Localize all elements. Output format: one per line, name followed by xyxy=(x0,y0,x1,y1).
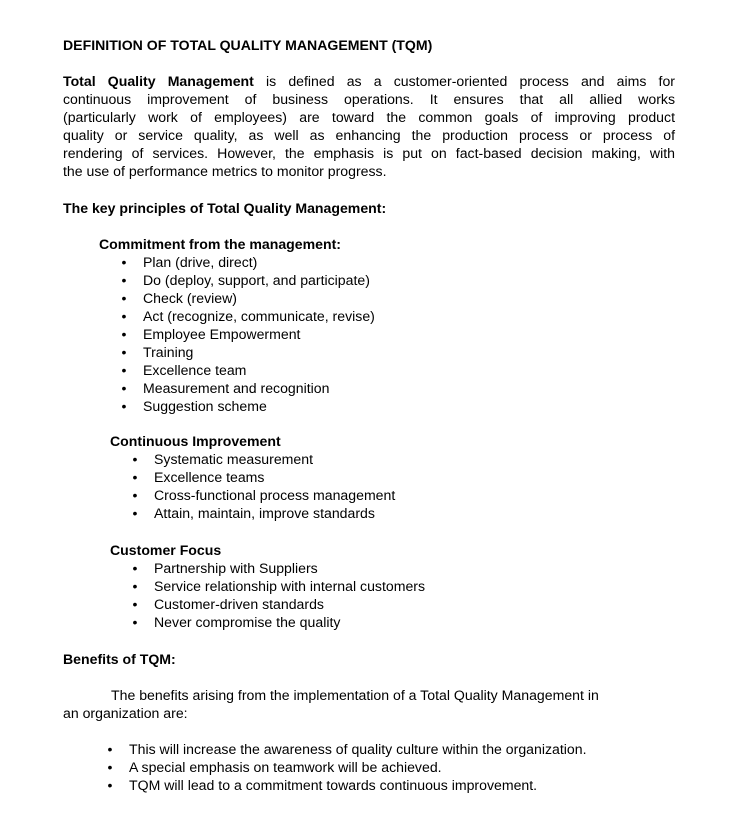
list-item-text: Customer-driven standards xyxy=(154,596,324,612)
list-item xyxy=(119,253,375,271)
list-item xyxy=(119,271,375,289)
benefits-heading: Benefits of TQM: xyxy=(63,651,176,667)
list-item-text: Excellence team xyxy=(143,362,247,378)
principle-title: Continuous Improvement xyxy=(110,433,281,449)
bullet-icon: • xyxy=(132,596,138,612)
principle-management-commitment xyxy=(99,235,375,415)
list-item-text: Attain, maintain, improve standards xyxy=(154,505,375,521)
bullet-icon: • xyxy=(121,380,127,396)
definition-line-4: quality or service quality, as well as enhancing the production process or process of xyxy=(63,127,675,143)
benefits-intro-line-2: an organization are: xyxy=(63,705,188,721)
list-item xyxy=(119,289,375,307)
benefits-list-section xyxy=(105,740,587,794)
list-item-text: Never compromise the quality xyxy=(154,614,341,630)
list-item-text: Systematic measurement xyxy=(154,451,314,467)
benefits-intro xyxy=(63,686,675,722)
bullet-icon: • xyxy=(132,578,138,594)
list-item xyxy=(130,450,395,468)
principle-title: Customer Focus xyxy=(110,542,222,558)
bullet-icon: • xyxy=(121,344,127,360)
list-item xyxy=(105,758,587,776)
definition-line-6: the use of performance metrics to monitor progress. xyxy=(63,163,387,179)
list-item-text: Plan (drive, direct) xyxy=(143,254,258,270)
list-item xyxy=(130,559,425,577)
bullet-icon: • xyxy=(121,398,127,414)
document-title: DEFINITION OF TOTAL QUALITY MANAGEMENT (TQM) xyxy=(63,37,433,53)
bullet-icon: • xyxy=(121,290,127,306)
list-item xyxy=(119,307,375,325)
list-item xyxy=(105,776,587,794)
bullet-icon: • xyxy=(107,759,113,775)
bullet-icon: • xyxy=(121,362,127,378)
list-item-text: Act (recognize, communicate, revise) xyxy=(143,308,375,324)
list-item-text: Do (deploy, support, and participate) xyxy=(143,272,370,288)
definition-line-2: continuous improvement of business operations. It ensures that all allied works xyxy=(63,91,675,107)
list-item xyxy=(119,379,375,397)
bullet-icon: • xyxy=(121,326,127,342)
bullet-icon: • xyxy=(121,254,127,270)
principle-continuous-improvement xyxy=(110,432,395,522)
list-item-text: Check (review) xyxy=(143,290,237,306)
list-item-text: Service relationship with internal customers xyxy=(154,578,426,594)
bullet-icon: • xyxy=(121,272,127,288)
list-item xyxy=(119,361,375,379)
principle-customer-focus xyxy=(110,541,425,631)
list-item-text: Training xyxy=(143,344,194,360)
definition-line-text: is defined as a customer-oriented process and aims for xyxy=(266,73,675,89)
list-item-text: Excellence teams xyxy=(154,469,265,485)
list-item-text: Cross-functional process management xyxy=(154,487,396,503)
list-item xyxy=(130,486,395,504)
list-item-text: TQM will lead to a commitment towards continuous improvement. xyxy=(129,777,538,793)
list-item-text: Measurement and recognition xyxy=(143,380,330,396)
definition-paragraph xyxy=(63,72,675,180)
list-item-text: A special emphasis on teamwork will be achieved. xyxy=(129,759,442,775)
bullet-icon: • xyxy=(132,560,138,576)
bullet-icon: • xyxy=(132,614,138,630)
list-item xyxy=(130,468,395,486)
bullet-icon: • xyxy=(132,451,138,467)
bullet-icon: • xyxy=(107,777,113,793)
principle-items xyxy=(130,559,425,631)
list-item xyxy=(130,595,425,613)
principle-title: Commitment from the management: xyxy=(99,236,341,252)
benefits-intro-line-1: The benefits arising from the implementation of a Total Quality Management in xyxy=(111,687,599,703)
bullet-icon: • xyxy=(107,741,113,757)
list-item-text: Suggestion scheme xyxy=(143,398,267,414)
principle-items xyxy=(130,450,395,522)
bullet-icon: • xyxy=(121,308,127,324)
definition-line-1 xyxy=(63,72,675,90)
definition-term: Total Quality Management xyxy=(63,73,254,89)
list-item-text: Employee Empowerment xyxy=(143,326,301,342)
bullet-icon: • xyxy=(132,505,138,521)
definition-line-3: (particularly work of employees) are toward the common goals of improving product xyxy=(63,109,675,125)
principle-items xyxy=(119,253,375,415)
benefits-list xyxy=(105,740,587,794)
list-item xyxy=(130,613,425,631)
list-item-text: This will increase the awareness of quality culture within the organization. xyxy=(129,741,587,757)
list-item xyxy=(105,740,587,758)
list-item xyxy=(119,325,375,343)
list-item xyxy=(119,343,375,361)
list-item xyxy=(130,577,425,595)
list-item xyxy=(119,397,375,415)
principles-heading: The key principles of Total Quality Management: xyxy=(63,200,387,216)
definition-line-5: rendering of services. However, the emphasis is put on fact-based decision making, with xyxy=(63,145,675,161)
bullet-icon: • xyxy=(132,487,138,503)
list-item xyxy=(130,504,395,522)
list-item-text: Partnership with Suppliers xyxy=(154,560,318,576)
bullet-icon: • xyxy=(132,469,138,485)
